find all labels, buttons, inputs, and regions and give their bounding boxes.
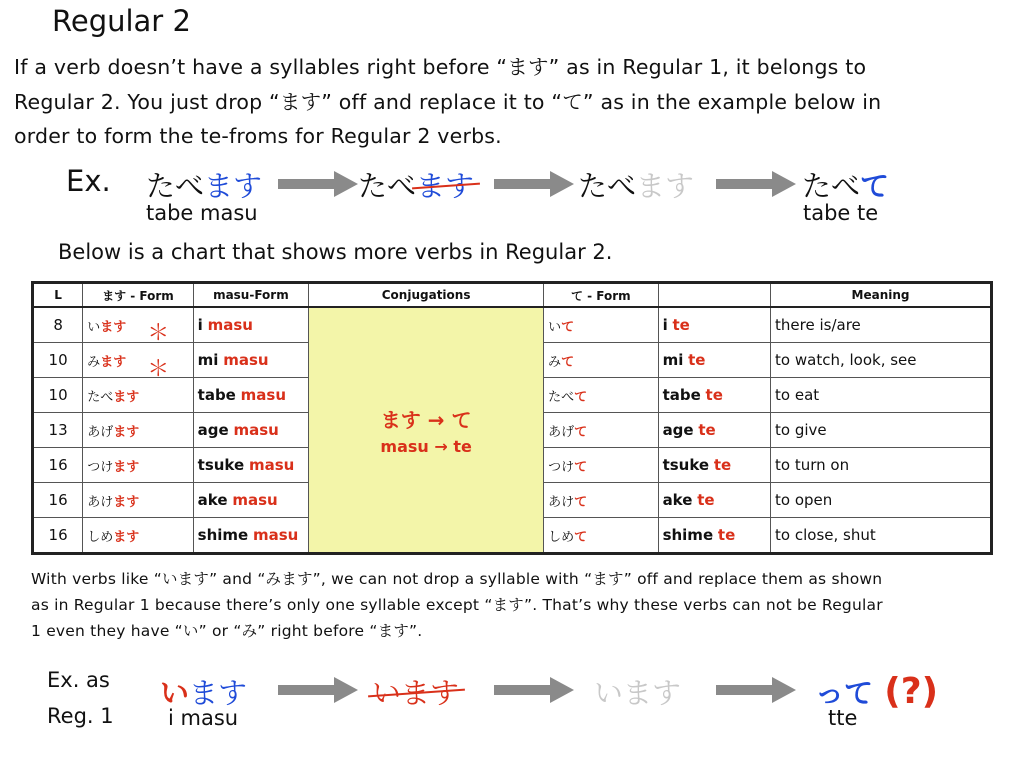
conjugation-rule-romaji: masu → te — [380, 437, 472, 456]
masu-romaji-suffix: masu — [240, 386, 286, 404]
masu-jp-suffix: ます — [113, 424, 140, 440]
example1-step3-stem: たべ — [578, 169, 637, 203]
example1-step1-stem: たべ — [146, 169, 205, 203]
meaning: to give — [771, 413, 992, 448]
header-masu-form-jp: ます - Form — [83, 283, 193, 308]
masu-romaji-suffix: masu — [253, 526, 299, 544]
example1-step4-suffix: て — [860, 169, 890, 203]
masu-romaji-stem: ake — [197, 491, 228, 509]
te-romaji-stem: shime — [662, 526, 714, 544]
note-line-1: With verbs like “います” and “みます”, we can not drop a syllable with “ます” off and replace them as shown — [31, 570, 883, 588]
arrow-right-icon — [716, 170, 796, 198]
example1-step1 — [146, 164, 262, 205]
meaning: to turn on — [771, 448, 992, 483]
masu-jp-stem: たべ — [87, 389, 114, 405]
table-header-row — [33, 283, 992, 308]
conjugation-rule-cell — [309, 307, 544, 554]
te-jp-suffix: て — [561, 354, 575, 370]
masu-romaji-stem: tsuke — [197, 456, 245, 474]
masu-form-jp — [83, 343, 193, 382]
header-lesson: L — [33, 283, 83, 308]
lesson-number: 16 — [33, 483, 83, 518]
te-romaji-stem: tsuke — [662, 456, 710, 474]
header-conjugations: Conjugations — [309, 283, 544, 308]
intro-line-2: Regular 2. You just drop “ます” off and replace it to “て” as in the example below in — [14, 89, 882, 114]
intro-line-1: If a verb doesn’t have a syllables right before “ます” as in Regular 1, it belongs to — [14, 55, 867, 79]
te-form-jp — [544, 413, 658, 448]
masu-romaji-stem: tabe — [197, 386, 236, 404]
masu-jp-stem: しめ — [87, 529, 114, 545]
te-romaji-stem: ake — [662, 491, 693, 509]
te-form-jp — [544, 518, 658, 554]
example1-romaji-end: tabe te — [803, 201, 879, 225]
te-jp-stem: い — [548, 319, 562, 335]
te-jp-stem: しめ — [548, 529, 575, 545]
example1-step4-stem: たべ — [802, 169, 861, 203]
te-jp-suffix: て — [574, 494, 588, 510]
example1-step1-suffix: ます — [204, 169, 263, 203]
arrow-right-icon — [278, 676, 358, 704]
meaning: to open — [771, 483, 992, 518]
example1-step2-stem: たべ — [358, 169, 417, 203]
meaning: there is/are — [771, 307, 992, 343]
masu-jp-suffix: ます — [100, 319, 127, 335]
masu-romaji-stem: i — [197, 316, 203, 334]
note-line-2: as in Regular 1 because there’s only one syllable except “ます”. That’s why these verbs can not be Regular — [31, 596, 883, 614]
regular2-verb-table — [31, 281, 993, 555]
masu-jp-stem: み — [87, 354, 101, 370]
masu-romaji-suffix: masu — [207, 316, 253, 334]
example2-step2 — [372, 671, 459, 712]
example1-step3-suffix-faded: ます — [636, 169, 695, 203]
te-form-romaji — [658, 518, 770, 554]
masu-romaji-stem: age — [197, 421, 229, 439]
masu-romaji-stem: shime — [197, 526, 249, 544]
masu-jp-suffix: ます — [113, 494, 140, 510]
te-form-jp — [544, 343, 658, 378]
example2-step1-suffix: ます — [189, 676, 248, 710]
lesson-number: 16 — [33, 518, 83, 554]
page-title: Regular 2 — [52, 4, 191, 38]
note-paragraph — [31, 566, 1001, 644]
te-romaji-suffix: te — [717, 526, 736, 544]
example1-step4 — [802, 164, 889, 205]
te-form-romaji — [658, 413, 770, 448]
te-jp-suffix: て — [574, 389, 588, 405]
masu-jp-suffix: ます — [100, 354, 127, 370]
te-form-jp — [544, 307, 658, 343]
arrow-right-icon — [278, 170, 358, 198]
te-romaji-stem: i — [662, 316, 668, 334]
te-romaji-suffix: te — [698, 421, 716, 439]
te-romaji-suffix: te — [688, 351, 706, 369]
lesson-number: 13 — [33, 413, 83, 448]
te-jp-stem: み — [548, 354, 562, 370]
masu-form-jp — [83, 413, 193, 448]
te-form-jp — [544, 483, 658, 518]
masu-jp-stem: つけ — [87, 459, 114, 475]
te-form-romaji — [658, 448, 770, 483]
example2-romaji-end: tte — [828, 706, 858, 730]
te-form-romaji — [658, 483, 770, 518]
arrow-right-icon — [494, 676, 574, 704]
conjugation-rule-jp: ます → て — [380, 408, 472, 432]
masu-jp-suffix: ます — [113, 389, 140, 405]
lesson-number: 10 — [33, 378, 83, 413]
masu-form-jp — [83, 378, 193, 413]
example2-question-mark: (?) — [884, 671, 939, 712]
masu-jp-stem: い — [87, 319, 101, 335]
example1-romaji-start: tabe masu — [146, 201, 258, 225]
te-romaji-stem: tabe — [662, 386, 701, 404]
te-form-romaji — [658, 307, 770, 343]
te-jp-stem: あけ — [548, 494, 575, 510]
asterisk-mark: ＊ — [147, 357, 170, 382]
meaning: to eat — [771, 378, 992, 413]
example1-step2-suffix-struck: ます — [416, 164, 474, 205]
masu-form-romaji — [193, 448, 308, 483]
example1-label: Ex. — [66, 164, 111, 198]
masu-jp-suffix: ます — [113, 459, 140, 475]
masu-form-jp — [83, 307, 193, 346]
example2-step3-faded: います — [594, 676, 682, 710]
note-line-3: 1 even they have “い” or “み” right before “ます”. — [31, 622, 423, 640]
masu-romaji-suffix: masu — [232, 491, 278, 509]
te-jp-stem: たべ — [548, 389, 575, 405]
te-jp-suffix: て — [574, 529, 588, 545]
te-jp-suffix: て — [561, 319, 575, 335]
te-jp-suffix: て — [574, 424, 588, 440]
asterisk-mark: ＊ — [147, 321, 170, 346]
masu-form-jp — [83, 518, 193, 554]
masu-romaji-suffix: masu — [248, 456, 295, 474]
header-masu-form-romaji: masu-Form — [193, 283, 308, 308]
example2-label-line1: Ex. as — [47, 668, 110, 692]
masu-jp-stem: あけ — [87, 494, 114, 510]
masu-form-romaji — [193, 483, 308, 518]
te-romaji-suffix: te — [672, 316, 690, 334]
masu-form-romaji — [193, 518, 308, 554]
masu-romaji-suffix: masu — [233, 421, 279, 439]
example2-step2-struck: います — [372, 671, 459, 712]
meaning: to watch, look, see — [771, 343, 992, 378]
masu-form-romaji — [193, 378, 308, 413]
te-romaji-suffix: te — [697, 491, 715, 509]
masu-jp-stem: あげ — [87, 424, 114, 440]
header-meaning: Meaning — [771, 283, 992, 308]
header-te-form-romaji — [658, 283, 770, 308]
te-form-jp — [544, 448, 658, 483]
te-form-romaji — [658, 343, 770, 378]
masu-romaji-stem: mi — [197, 351, 219, 369]
te-romaji-suffix: te — [713, 456, 732, 474]
te-jp-stem: あげ — [548, 424, 575, 440]
masu-form-romaji — [193, 413, 308, 448]
te-jp-stem: つけ — [548, 459, 575, 475]
arrow-right-icon — [716, 676, 796, 704]
masu-form-romaji — [193, 343, 308, 378]
masu-form-romaji — [193, 307, 308, 343]
masu-form-jp — [83, 448, 193, 483]
example1-step2 — [358, 164, 474, 205]
example2-romaji-start: i masu — [168, 706, 239, 730]
chart-intro: Below is a chart that shows more verbs in Regular 2. — [58, 240, 613, 264]
table-row — [33, 307, 992, 343]
lesson-number: 16 — [33, 448, 83, 483]
te-form-jp — [544, 378, 658, 413]
arrow-right-icon — [494, 170, 574, 198]
masu-romaji-suffix: masu — [223, 351, 269, 369]
header-te-form-jp: て - Form — [544, 283, 658, 308]
example2-step4-text: って — [815, 676, 874, 710]
lesson-number: 10 — [33, 343, 83, 378]
te-jp-suffix: て — [574, 459, 588, 475]
masu-form-jp — [83, 483, 193, 518]
intro-line-3: order to form the te-froms for Regular 2 verbs. — [14, 124, 502, 148]
example1-step3 — [578, 164, 694, 205]
example2-step1-stem: い — [160, 676, 190, 710]
intro-paragraph — [14, 50, 1014, 154]
masu-jp-suffix: ます — [113, 529, 140, 545]
example2-label-line2: Reg. 1 — [47, 704, 114, 728]
lesson-number: 8 — [33, 307, 83, 343]
te-romaji-stem: age — [662, 421, 694, 439]
te-form-romaji — [658, 378, 770, 413]
te-romaji-suffix: te — [705, 386, 723, 404]
te-romaji-stem: mi — [662, 351, 684, 369]
meaning: to close, shut — [771, 518, 992, 554]
